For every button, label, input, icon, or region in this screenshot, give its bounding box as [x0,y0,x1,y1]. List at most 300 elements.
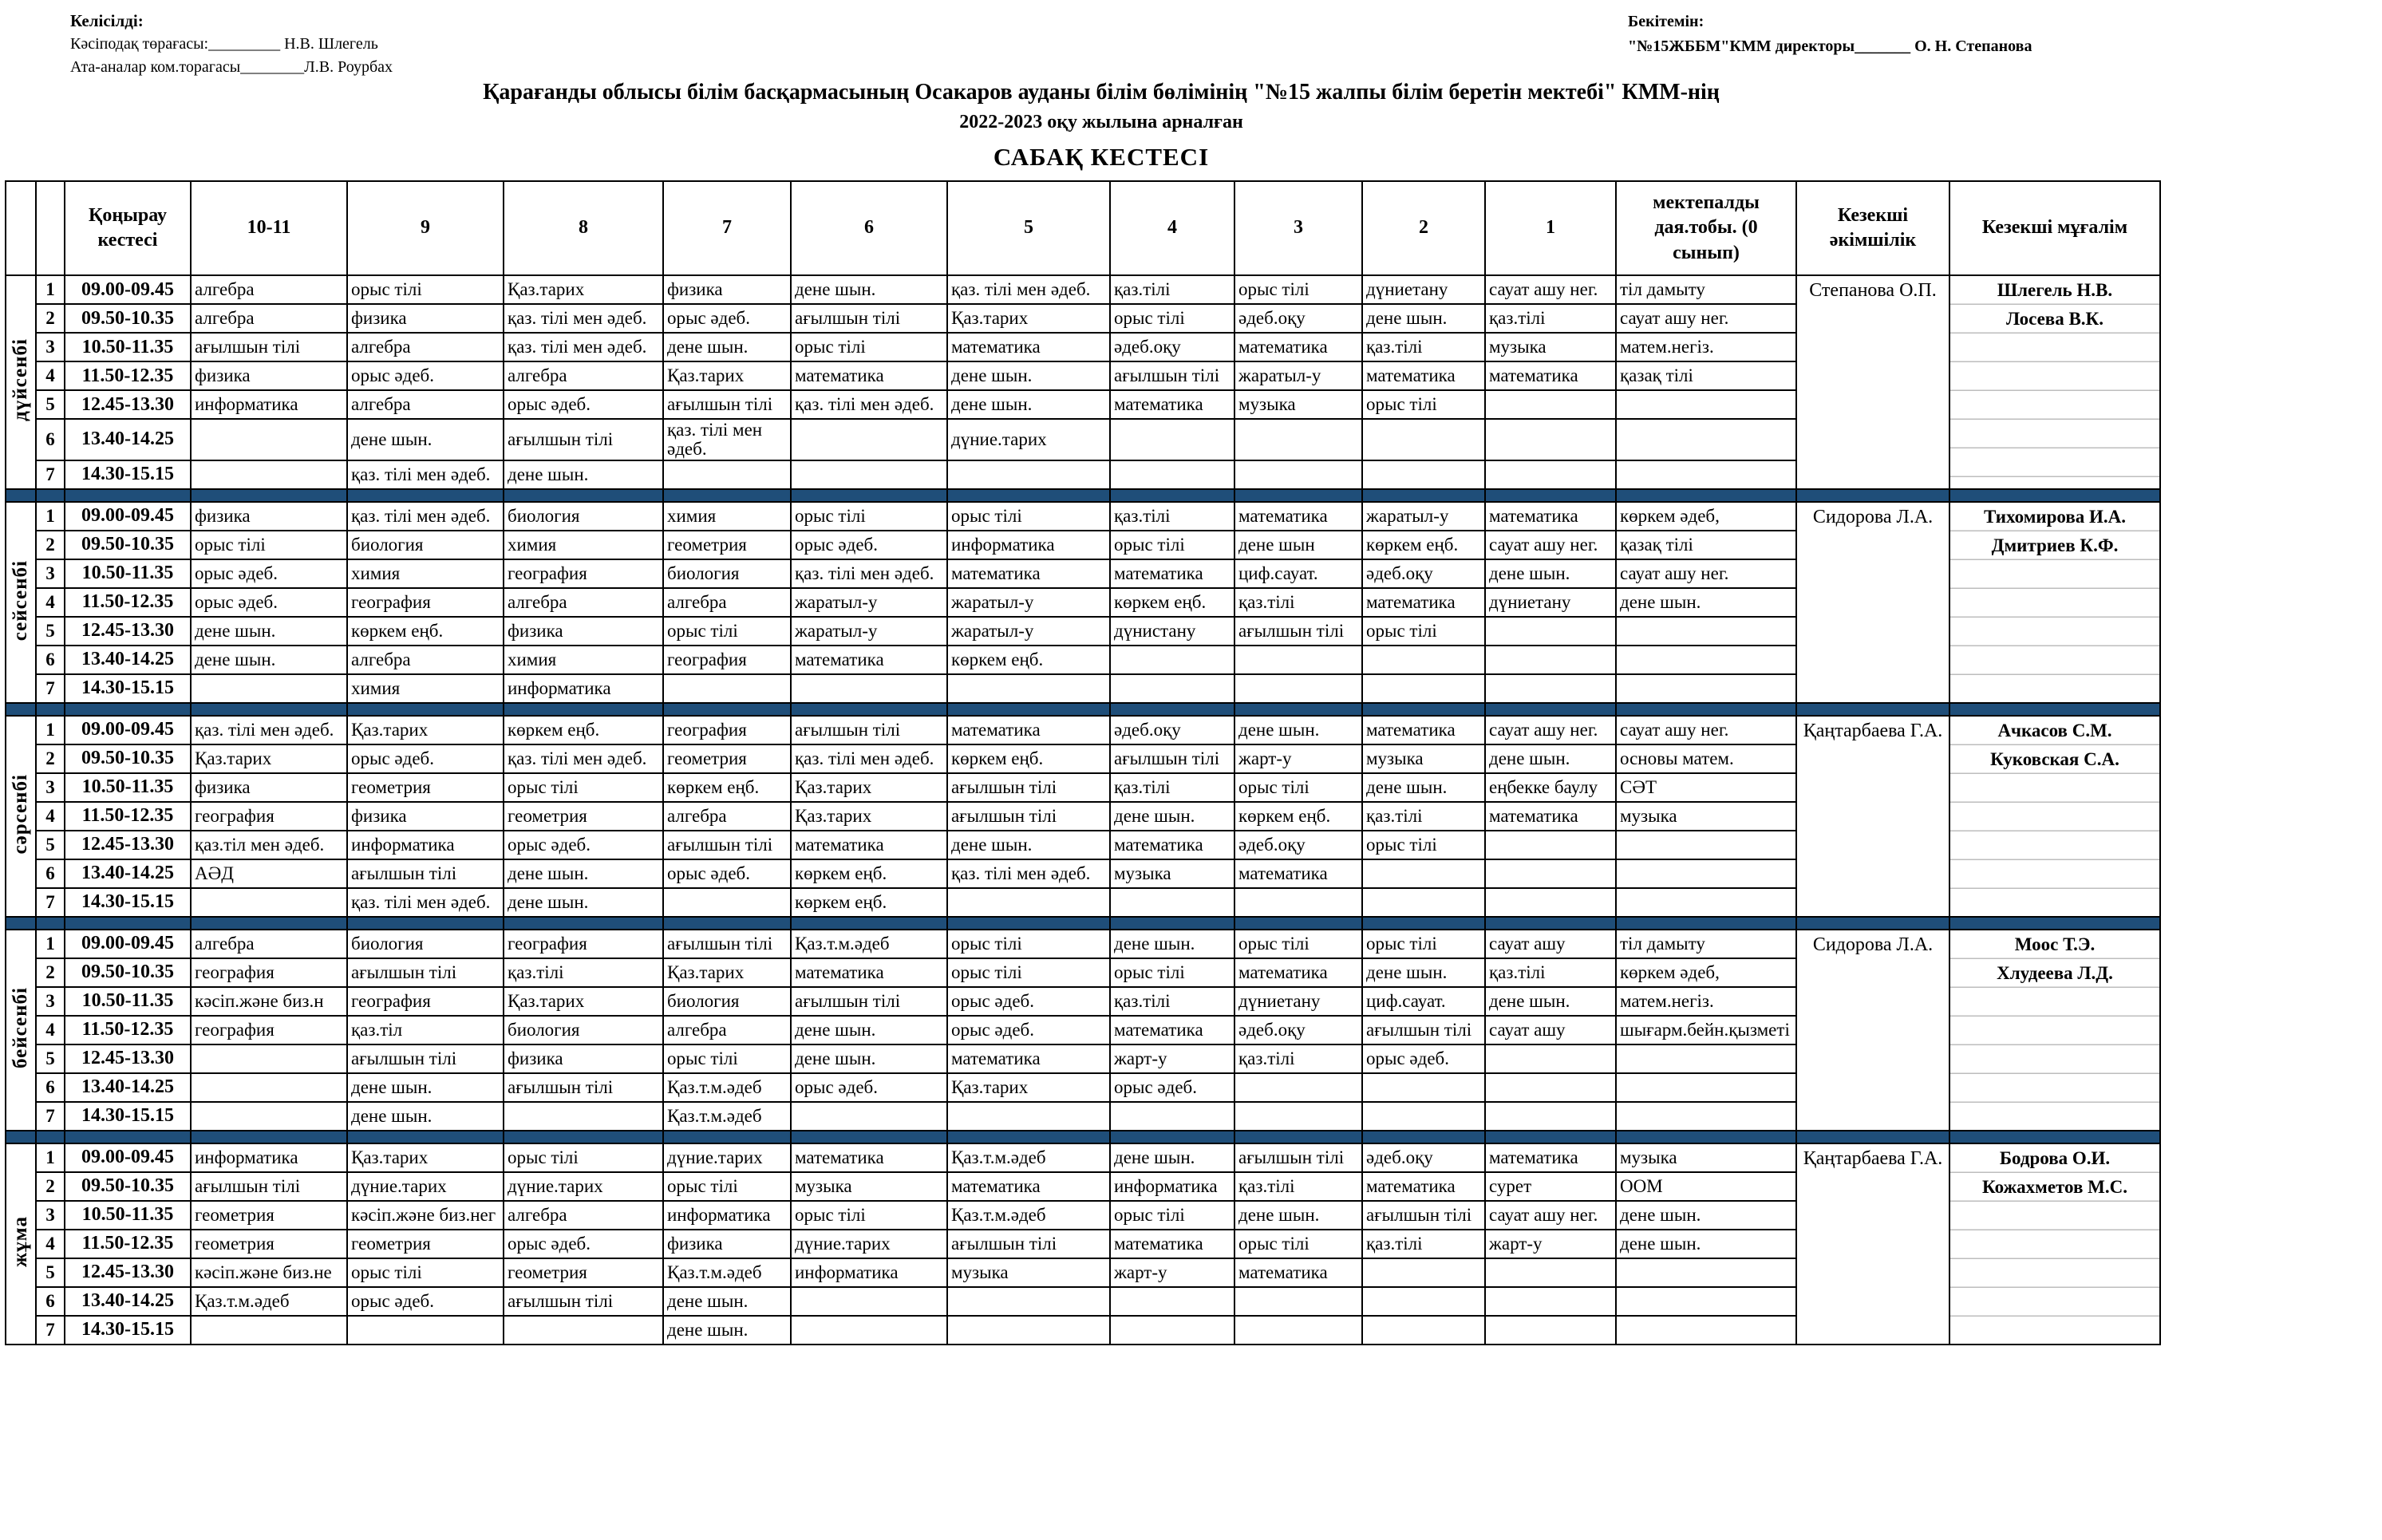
subject-cell: Қаз.т.м.әдеб [191,1287,347,1316]
lesson-number: 2 [36,1172,65,1201]
subject-cell [1362,646,1485,674]
subject-cell [1485,419,1616,460]
subject-cell: геометрия [663,531,791,559]
subject-cell [1616,831,1796,859]
duty-teacher-cell [1949,502,2160,703]
lesson-number: 2 [36,304,65,333]
day-separator-band [1234,1131,1362,1143]
day-separator-band [1485,703,1616,716]
subject-cell [1485,1102,1616,1131]
subject-cell: көркем еңб. [791,859,947,888]
day-label: бейсенбі [10,987,31,1069]
subject-cell: дене шын. [1362,773,1485,802]
subject-cell: Қаз.т.м.әдеб [947,1201,1110,1230]
subject-cell: орыс тілі [1234,930,1362,958]
subject-cell: дене шын. [347,1073,504,1102]
subject-cell: география [347,588,504,617]
subject-cell: математика [1485,502,1616,531]
subject-cell [791,674,947,703]
subject-cell [1616,1044,1796,1073]
subject-cell: ағылшын тілі [663,831,791,859]
subject-cell: қаз.тілі [1485,304,1616,333]
subject-cell: ООМ [1616,1172,1796,1201]
subject-cell: ағылшын тілі [191,1172,347,1201]
subject-cell: көркем еңб. [504,716,663,744]
subject-cell: қаз. тілі мен әдеб. [191,716,347,744]
lesson-number: 6 [36,646,65,674]
subject-cell: жарт-у [1110,1258,1234,1287]
subject-cell [1362,1287,1485,1316]
approved-block [1628,10,2032,59]
subject-cell: музыка [1616,1143,1796,1172]
duty-teacher-name: Хлудеева Л.Д. [1997,962,2113,983]
subject-cell: орыс тілі [191,531,347,559]
subject-cell: орыс әдеб. [191,588,347,617]
subject-cell: көркем еңб. [791,888,947,917]
subject-cell: алгебра [191,930,347,958]
school-year-subtitle: 2022-2023 оқу жылына арналған [959,112,1243,132]
day-separator-band [65,917,191,930]
subject-cell [1362,888,1485,917]
subject-cell: орыс әдеб. [347,361,504,390]
day-separator-band [1362,917,1485,930]
lesson-number: 3 [36,773,65,802]
subject-cell: сауат ашу [1485,930,1616,958]
duty-admin-cell [1796,1143,1949,1345]
subject-cell: Қаз.тарих [191,744,347,773]
subject-cell: матем.негіз. [1616,987,1796,1016]
duty-admin-name: Сидорова Л.А. [1812,934,1934,955]
day-separator-band [347,489,504,502]
subject-cell [1485,646,1616,674]
time-cell: 12.45-13.30 [65,831,191,859]
subject-cell: ағылшын тілі [791,304,947,333]
subject-cell [1362,1316,1485,1345]
subject-cell: дене шын. [791,1016,947,1044]
subject-cell: ағылшын тілі [1362,1016,1485,1044]
subject-cell: Қаз.т.м.әдеб [947,1143,1110,1172]
subject-cell: дене шын. [663,1287,791,1316]
subject-cell [1616,1073,1796,1102]
subject-cell [1234,888,1362,917]
subject-cell: алгебра [504,588,663,617]
subject-cell: ағылшын тілі [663,390,791,419]
subject-cell: АӘД [191,859,347,888]
subject-cell: дене шын. [504,888,663,917]
day-separator-band [6,489,36,502]
subject-cell [347,1316,504,1345]
header-duty-admin: Кезекші әкімшілік [1796,181,1949,275]
subject-cell: дене шын. [1616,588,1796,617]
day-separator-band [6,917,36,930]
day-cell-сейсенбі [6,502,36,703]
subject-cell [1616,646,1796,674]
subject-cell: математика [947,716,1110,744]
subject-cell: музыка [791,1172,947,1201]
subject-cell: қаз. тілі мен әдеб. [791,390,947,419]
subject-cell [1485,1044,1616,1073]
lesson-number: 1 [36,1143,65,1172]
subject-cell: қаз.тілі [1234,1044,1362,1073]
subject-cell [1485,1316,1616,1345]
day-separator-band [663,489,791,502]
header-class-1: 1 [1485,181,1616,275]
subject-cell: қаз. тілі мен әдеб. [663,419,791,460]
day-cell-жұма [6,1143,36,1345]
time-cell: 11.50-12.35 [65,802,191,831]
day-cell-бейсенбі [6,930,36,1131]
day-separator-band [947,1131,1110,1143]
subject-cell: Қаз.тарих [347,716,504,744]
subject-cell: дүнистану [1110,617,1234,646]
subject-cell [1110,674,1234,703]
day-separator-band [791,489,947,502]
lesson-number: 4 [36,361,65,390]
subject-cell: қаз. тілі мен әдеб. [504,333,663,361]
subject-cell [191,888,347,917]
subject-cell: геометрия [663,744,791,773]
subject-cell: кәсіп.және биз.нег [347,1201,504,1230]
subject-cell [1616,460,1796,489]
subject-cell: қаз.тілі [1234,1172,1362,1201]
subject-cell [191,419,347,460]
duty-teacher-cell [1949,716,2160,917]
lesson-number: 3 [36,333,65,361]
subject-cell: орыс тілі [1110,531,1234,559]
time-cell: 09.00-09.45 [65,1143,191,1172]
school-title: Қарағанды облысы білім басқармасының Осакаров ауданы білім бөлімінің "№15 жалпы білім беретін мектебі" КММ-нің [483,80,1720,105]
subject-cell: физика [347,304,504,333]
subject-cell: қаз.тіл мен әдеб. [191,831,347,859]
subject-cell: орыс тілі [947,930,1110,958]
subject-cell: математика [1234,859,1362,888]
subject-cell: орыс тілі [1362,930,1485,958]
day-separator-band [1616,1131,1796,1143]
duty-teacher-cell [1949,1143,2160,1345]
day-separator-band [65,489,191,502]
subject-cell [947,1316,1110,1345]
subject-cell [791,1102,947,1131]
subject-cell: сауат ашу нег. [1485,531,1616,559]
subject-cell [1110,1102,1234,1131]
subject-cell: математика [1234,958,1362,987]
subject-cell: ағылшын тілі [663,930,791,958]
subject-cell [504,1316,663,1345]
subject-cell: биология [504,1016,663,1044]
header-class-2: 2 [1362,181,1485,275]
subject-cell [1234,646,1362,674]
subject-cell [1234,674,1362,703]
lesson-number: 2 [36,531,65,559]
subject-cell: математика [1485,361,1616,390]
subject-cell: география [504,559,663,588]
subject-cell: Қаз.тарих [947,304,1110,333]
day-separator-band [1949,489,2160,502]
subject-cell: орыс әдеб. [347,744,504,773]
subject-cell: математика [947,559,1110,588]
subject-cell [1616,888,1796,917]
subject-cell: физика [504,1044,663,1073]
duty-admin-cell [1796,930,1949,1131]
day-separator-band [504,703,663,716]
subject-cell: сауат ашу [1485,1016,1616,1044]
subject-cell [1110,646,1234,674]
subject-cell: орыс тілі [1234,1230,1362,1258]
duty-admin-name: Степанова О.П. [1809,280,1937,301]
day-separator-band [1949,917,2160,930]
subject-cell: геометрия [504,1258,663,1287]
subject-cell [663,888,791,917]
subject-cell: математика [1234,502,1362,531]
time-cell: 13.40-14.25 [65,1073,191,1102]
day-separator-band [36,1131,65,1143]
subject-cell: көркем еңб. [1234,802,1362,831]
subject-cell: дүние.тарих [504,1172,663,1201]
lesson-number: 4 [36,802,65,831]
day-separator-band [1234,489,1362,502]
subject-cell: география [663,646,791,674]
subject-cell: жаратыл-у [1234,361,1362,390]
subject-cell [1616,617,1796,646]
header-class-4: 4 [1110,181,1234,275]
subject-cell: орыс әдеб. [1110,1073,1234,1102]
subject-cell: орыс тілі [791,333,947,361]
time-cell: 11.50-12.35 [65,361,191,390]
subject-cell: музыка [947,1258,1110,1287]
subject-cell: орыс әдеб. [504,1230,663,1258]
subject-cell [1110,460,1234,489]
subject-cell [1362,1102,1485,1131]
subject-cell: дүниетану [1485,588,1616,617]
subject-cell: дене шын. [947,390,1110,419]
subject-cell: көркем еңб. [1110,588,1234,617]
subject-cell: қаз.тілі [504,958,663,987]
day-separator-band [6,1131,36,1143]
subject-cell: қаз. тілі мен әдеб. [791,559,947,588]
subject-cell [1362,419,1485,460]
subject-cell: математика [1110,1016,1234,1044]
subject-cell: ағылшын тілі [947,1230,1110,1258]
subject-cell: алгебра [191,275,347,304]
header-class-8: 8 [504,181,663,275]
subject-cell: орыс әдеб. [504,390,663,419]
lesson-number: 4 [36,1016,65,1044]
subject-cell: көркем еңб. [1362,531,1485,559]
subject-cell: дене шын. [1110,802,1234,831]
subject-cell [663,460,791,489]
time-cell: 09.00-09.45 [65,502,191,531]
subject-cell: дүние.тарих [791,1230,947,1258]
subject-cell: орыс тілі [347,1258,504,1287]
subject-cell: орыс тілі [347,275,504,304]
subject-cell [1110,1287,1234,1316]
subject-cell: орыс тілі [1110,1201,1234,1230]
subject-cell: математика [1485,802,1616,831]
day-separator-band [191,489,347,502]
subject-cell: Қаз.тарих [791,802,947,831]
subject-cell: қаз.тілі [1362,333,1485,361]
subject-cell: орыс тілі [1110,958,1234,987]
subject-cell: дене шын. [1485,744,1616,773]
day-separator-band [1616,703,1796,716]
subject-cell [1616,1316,1796,1345]
subject-cell [191,674,347,703]
time-cell: 11.50-12.35 [65,1016,191,1044]
lesson-number: 7 [36,674,65,703]
subject-cell: қаз.тілі [1362,802,1485,831]
subject-cell: орыс әдеб. [791,1073,947,1102]
subject-cell: тіл дамыту [1616,930,1796,958]
header-class-6: 6 [791,181,947,275]
subject-cell: математика [1234,333,1362,361]
subject-cell: дене шын. [504,460,663,489]
duty-teacher-name: Куковская С.А. [1990,748,2119,769]
subject-cell: орыс тілі [947,958,1110,987]
subject-cell: дене шын. [1234,1201,1362,1230]
day-separator-band [1796,703,1949,716]
time-cell: 10.50-11.35 [65,773,191,802]
subject-cell: қаз. тілі мен әдеб. [791,744,947,773]
subject-cell: математика [1362,361,1485,390]
subject-cell: жарт-у [1485,1230,1616,1258]
day-separator-band [1110,489,1234,502]
time-cell: 11.50-12.35 [65,1230,191,1258]
subject-cell [1485,1258,1616,1287]
subject-cell: сауат ашу нег. [1616,304,1796,333]
time-cell: 14.30-15.15 [65,888,191,917]
subject-cell: дүние.тарих [663,1143,791,1172]
day-separator-band [947,489,1110,502]
lesson-number: 2 [36,744,65,773]
subject-cell: физика [663,1230,791,1258]
subject-cell: циф.сауат. [1234,559,1362,588]
subject-cell: алгебра [347,390,504,419]
lesson-number: 7 [36,1102,65,1131]
subject-cell: жаратыл-у [1362,502,1485,531]
subject-cell: математика [791,831,947,859]
subject-cell [1234,1102,1362,1131]
subject-cell [1485,1073,1616,1102]
approved-title: Бекітемін: [1628,13,1705,30]
subject-cell: Қаз.тарих [504,275,663,304]
subject-cell: математика [1362,588,1485,617]
subject-cell [1485,674,1616,703]
subject-cell: ағылшын тілі [1110,361,1234,390]
subject-cell: орыс әдеб. [663,859,791,888]
day-separator-band [1616,917,1796,930]
subject-cell: дене шын. [1234,716,1362,744]
subject-cell: география [347,987,504,1016]
subject-cell: көркем еңб. [663,773,791,802]
subject-cell: сурет [1485,1172,1616,1201]
subject-cell [1362,859,1485,888]
subject-cell: Қаз.тарих [347,1143,504,1172]
subject-cell: дене шын. [1110,930,1234,958]
day-separator-band [1234,703,1362,716]
subject-cell: ағылшын тілі [791,716,947,744]
subject-cell: алгебра [504,1201,663,1230]
subject-cell [1362,460,1485,489]
day-separator-band [6,703,36,716]
subject-cell [1234,419,1362,460]
subject-cell: математика [947,1172,1110,1201]
subject-cell [1485,460,1616,489]
subject-cell: жарт-у [1234,744,1362,773]
time-cell: 09.00-09.45 [65,716,191,744]
subject-cell [1616,1102,1796,1131]
subject-cell: орыс тілі [504,773,663,802]
time-cell: 09.50-10.35 [65,1172,191,1201]
subject-cell: орыс әдеб. [791,531,947,559]
subject-cell: дене шын. [191,617,347,646]
subject-cell [1485,617,1616,646]
header-bell-schedule: Қоңырау кестесі [65,181,191,275]
subject-cell: орыс тілі [947,502,1110,531]
subject-cell [504,1102,663,1131]
day-label: сәрсенбі [10,774,31,855]
subject-cell: орыс тілі [791,1201,947,1230]
subject-cell [1485,831,1616,859]
subject-cell: математика [791,1143,947,1172]
subject-cell: қаз. тілі мен әдеб. [947,859,1110,888]
subject-cell: еңбекке баулу [1485,773,1616,802]
lesson-number: 7 [36,888,65,917]
subject-cell: химия [504,531,663,559]
subject-cell: ағылшын тілі [347,859,504,888]
day-label: жұма [10,1216,31,1268]
subject-cell: орыс әдеб. [504,831,663,859]
subject-cell: дүние.тарих [347,1172,504,1201]
subject-cell: информатика [191,390,347,419]
day-separator-band [1362,703,1485,716]
subject-cell: физика [191,361,347,390]
subject-cell: геометрия [347,773,504,802]
subject-cell: көркем әдеб, [1616,958,1796,987]
subject-cell: химия [347,559,504,588]
schedule-table-wrap [5,180,2161,1345]
subject-cell: геометрия [347,1230,504,1258]
header-day-spacer [6,181,36,275]
subject-cell: геометрия [504,802,663,831]
lesson-number: 3 [36,1201,65,1230]
subject-cell: физика [504,617,663,646]
subject-cell: қазақ тілі [1616,531,1796,559]
day-separator-band [36,703,65,716]
subject-cell: Қаз.т.м.әдеб [663,1258,791,1287]
subject-cell: әдеб.оқу [1234,1016,1362,1044]
subject-cell: музыка [1485,333,1616,361]
subject-cell: музыка [1234,390,1362,419]
subject-cell: дүние.тарих [947,419,1110,460]
duty-teacher-cell [1949,930,2160,1131]
subject-cell [1616,859,1796,888]
day-separator-band [1234,917,1362,930]
subject-cell: жаратыл-у [791,617,947,646]
day-separator-band [1362,489,1485,502]
subject-cell: алгебра [347,646,504,674]
duty-teacher-name: Бодрова О.И. [1999,1147,2111,1168]
subject-cell: орыс әдеб. [347,1287,504,1316]
subject-cell: әдеб.оқу [1110,716,1234,744]
time-cell: 09.50-10.35 [65,531,191,559]
lesson-number: 5 [36,617,65,646]
day-separator-band [191,1131,347,1143]
subject-cell [1234,1287,1362,1316]
subject-cell [191,1044,347,1073]
day-separator-band [1485,489,1616,502]
subject-cell: орыс әдеб. [947,1016,1110,1044]
subject-cell: орыс тілі [663,617,791,646]
